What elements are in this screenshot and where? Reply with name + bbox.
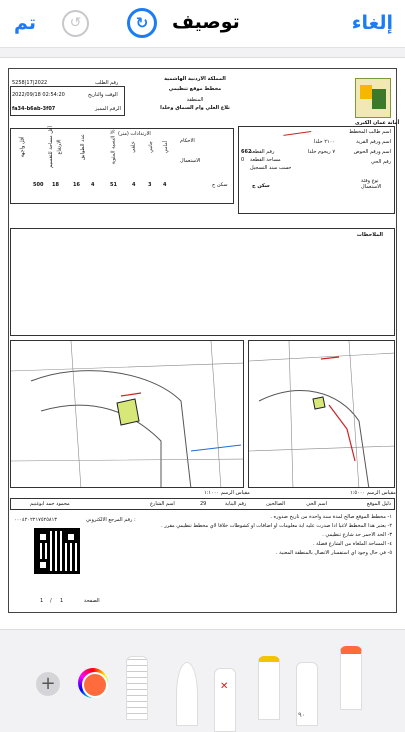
notes-box [10,228,395,336]
logo [355,78,391,118]
logo-text: أمانة عمان الكبرى [355,120,400,126]
ruler-tool[interactable] [126,656,148,720]
pen-tool[interactable] [176,662,198,726]
doc-type: مخطط موقع تنظيمي [168,86,222,92]
marker-tool[interactable] [340,646,362,710]
zoning-label: نوع وفئة الاستعمال [361,178,382,190]
frontage-label: أقل واجهة [19,136,26,158]
area-value: 0 [241,157,245,163]
village-value: ٢١٠٠ خلدا [313,139,335,145]
neighborhood-label: رقم الحي [370,159,391,165]
scale-left: مقياس الرسم ١:١٠٠٠ [204,490,250,496]
pencil-opacity-label: ٩٠ [298,711,306,719]
top-toolbar [0,0,405,48]
setbacks-label: الارتدادات (متر) [118,131,151,137]
front-label: أمامي [163,140,170,154]
cancel-button[interactable]: إلغاء [351,12,393,34]
qr-code [34,528,80,574]
value-min-area: 500 [33,182,44,188]
note-4: ٤- المساحة الملغاة من الشارع فضلة . [312,541,392,547]
unique-code-label: الرقم المميز [95,106,121,112]
request-number: 5258|17|2022 [12,80,48,86]
value-height: 16 [73,182,80,188]
plot-value: 662 [241,149,252,155]
height-label: الارتفاع [56,139,63,155]
pencil-tool[interactable] [296,662,318,726]
area-label: مساحة القطعة [250,157,281,163]
document-page [0,57,405,630]
applicant-label: اسم طالب المخطط [349,129,391,135]
min-area-label: أقل مساحة للتقسيم [47,126,54,168]
guide-label: دليل الموقع [366,501,391,507]
request-label: رقم الطلب [95,80,119,86]
basin-label: اسم ورقم الحوض [353,149,391,155]
map-detail [10,340,244,488]
street-value: محمود حمد ابوغنيم [30,501,70,507]
page-separator: / [50,598,52,604]
value-floors: 4 [91,182,95,188]
scale-right: مقياس الرسم ١:٥٠٠٠ [350,490,396,496]
unique-code: fa34-b6ab-3f07 [12,106,56,112]
provisions-table [10,128,234,204]
reference-label: رقم المرجع الالكتروني : [86,517,136,523]
country-name: المملكة الاردنية الهاشمية [164,76,226,82]
use-label: الاستعمال [180,158,201,164]
plot-label: رقم القطعة [250,149,275,155]
done-button[interactable]: تم [14,12,37,34]
floors-label: عدد الطوابق [79,134,86,160]
markup-title: توصيف [172,11,240,33]
registered-label: حسب سند التسجيل [250,165,292,171]
street-label: اسم الشارع [150,501,175,507]
page-label: الصفحة [84,598,100,604]
notes-label: الملاحظات [356,232,383,238]
note-5: ٥- في حال وجود اي استفسار الاتصال بالمنطقة المعنية . [275,550,392,556]
reference-value: ٠٠٠٤٢٠٢٢١٧٥٢٥٨١٣ [14,517,57,523]
note-2: ٢- يعتبر هذا المخطط لاغيا اذا صدرت عليه اية معلومات او اضافات او كشوطات خلافا لاي مخطط تنظيمي مقرر . [161,523,392,529]
page-current: 1 [60,598,64,604]
eraser-tool[interactable]: ✕ [214,668,236,732]
value-min-area-b: 18 [52,182,59,188]
datetime-label: الوقت والتاريخ [88,92,118,98]
add-icon[interactable]: + [36,672,60,696]
back-label: خلفي [130,141,137,153]
side-label: جانبي [147,141,154,153]
building-value: 29 [200,501,207,507]
building-label: رقم البناية [225,501,247,507]
percent-label: النسبة المئوية % [110,129,117,165]
datetime-value: 2022/09/18 02:54:20 [12,92,65,98]
map-overview [248,340,395,488]
note-1: ١- مخطط الموقع صالح لمدة سنة واحدة من تاريخ صدوره . [270,514,392,520]
map-overview-drawing [249,341,395,488]
highlighter-tool[interactable] [258,656,280,720]
note-3: ٣- الحد الاحمر حد شارع تنظيمي . [322,532,392,538]
map-detail-drawing [11,341,244,488]
value-front: 4 [163,182,167,188]
provisions-label: الاحكام [180,138,195,144]
color-picker[interactable] [78,668,108,698]
undo-icon[interactable]: ↺ [62,10,89,37]
neigh-value: الصالحين [266,501,285,507]
basin-value: ٧ ريحوم خلدا [307,149,335,155]
value-percent: 51 [110,182,117,188]
value-side: 3 [148,182,152,188]
page-total: 1 [40,598,44,604]
zoning-row-value: سكن ج [212,182,228,188]
value-back: 4 [132,182,136,188]
region-label: المنطقة [186,97,204,103]
markup-toolbar [0,632,405,720]
zoning-value: سكن ج [252,183,270,189]
neigh-label: اسم الحي [306,501,327,507]
redo-icon[interactable]: ↻ [127,8,157,38]
village-label: اسم ورقم القرية [356,139,391,145]
region-value: تلاع العلي وام السماق وخلدا [160,105,230,111]
